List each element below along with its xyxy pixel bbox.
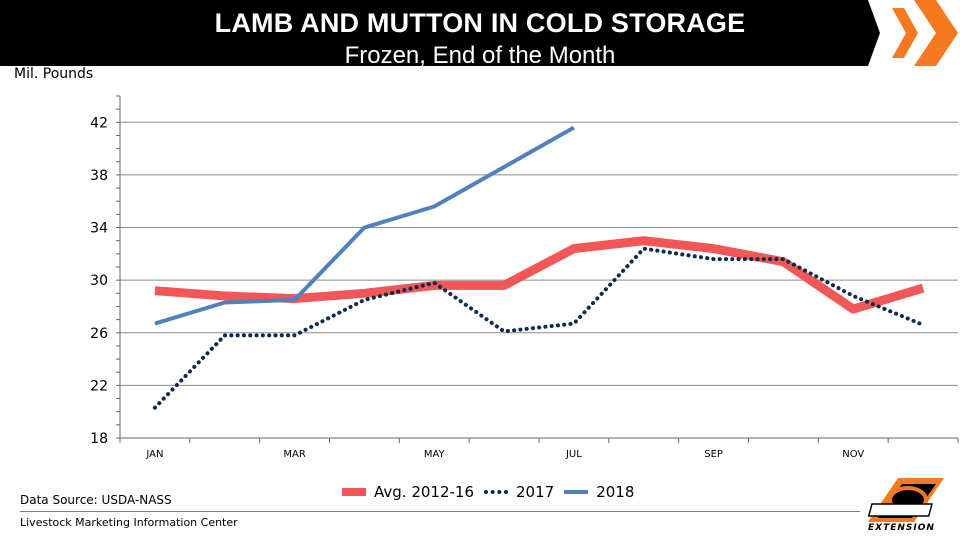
data-point <box>783 259 784 260</box>
legend-label-avg: Avg. 2012-16 <box>374 483 474 501</box>
data-point <box>224 335 225 336</box>
data-point <box>643 240 644 241</box>
data-point <box>294 335 295 336</box>
data-point <box>573 248 574 249</box>
logo-banner <box>869 504 932 516</box>
data-point <box>154 323 155 324</box>
data-point <box>504 331 505 332</box>
data-point <box>713 259 714 260</box>
organization-name: Livestock Marketing Information Center <box>20 516 238 529</box>
data-point <box>573 127 574 128</box>
data-point <box>504 167 505 168</box>
logo-text: EXTENSION <box>868 523 935 533</box>
data-point <box>434 282 435 283</box>
y-tick-label: 22 <box>90 378 108 395</box>
x-tick-label: JAN <box>146 449 164 460</box>
data-point <box>224 302 225 303</box>
x-tick-label: JUL <box>565 449 582 460</box>
y-tick-label: 34 <box>90 220 108 237</box>
x-tick-label: MAR <box>283 449 306 460</box>
data-point <box>364 227 365 228</box>
footer-divider <box>20 511 860 512</box>
series-line-2017 <box>155 249 923 408</box>
data-point <box>154 407 155 408</box>
legend-swatch-2017 <box>484 490 508 494</box>
y-tick-label: 18 <box>90 431 108 447</box>
chart-legend <box>342 482 644 502</box>
data-point <box>434 206 435 207</box>
data-point <box>154 290 155 291</box>
data-point <box>853 309 854 310</box>
data-point <box>504 285 505 286</box>
y-tick-label: 30 <box>90 273 108 290</box>
legend-item-avg <box>342 483 474 501</box>
page-subtitle: Frozen, End of the Month <box>344 42 616 66</box>
data-point <box>573 323 574 324</box>
y-tick-label: 42 <box>90 115 108 132</box>
x-tick-label: SEP <box>704 449 723 460</box>
legend-label-2017: 2017 <box>516 483 555 501</box>
data-point <box>643 248 644 249</box>
legend-item-2018 <box>564 483 634 501</box>
data-point <box>713 248 714 249</box>
data-point <box>923 324 924 325</box>
data-point <box>923 288 924 289</box>
data-point <box>224 295 225 296</box>
x-tick-label: MAY <box>423 449 445 460</box>
y-tick-label: 38 <box>90 167 108 184</box>
legend-swatch-avg <box>342 488 366 496</box>
data-point <box>364 299 365 300</box>
legend-item-2017 <box>484 483 554 501</box>
y-tick-label: 26 <box>90 325 108 342</box>
x-tick-label: NOV <box>842 449 865 460</box>
y-axis-label: Mil. Pounds <box>14 66 94 82</box>
page-title: LAMB AND MUTTON IN COLD STORAGE <box>214 8 746 38</box>
data-source: Data Source: USDA-NASS <box>20 493 172 507</box>
data-point <box>364 293 365 294</box>
data-point <box>783 261 784 262</box>
data-point <box>853 295 854 296</box>
data-point <box>294 299 295 300</box>
legend-swatch-2018 <box>564 490 588 494</box>
legend-label-2018: 2018 <box>596 483 635 501</box>
